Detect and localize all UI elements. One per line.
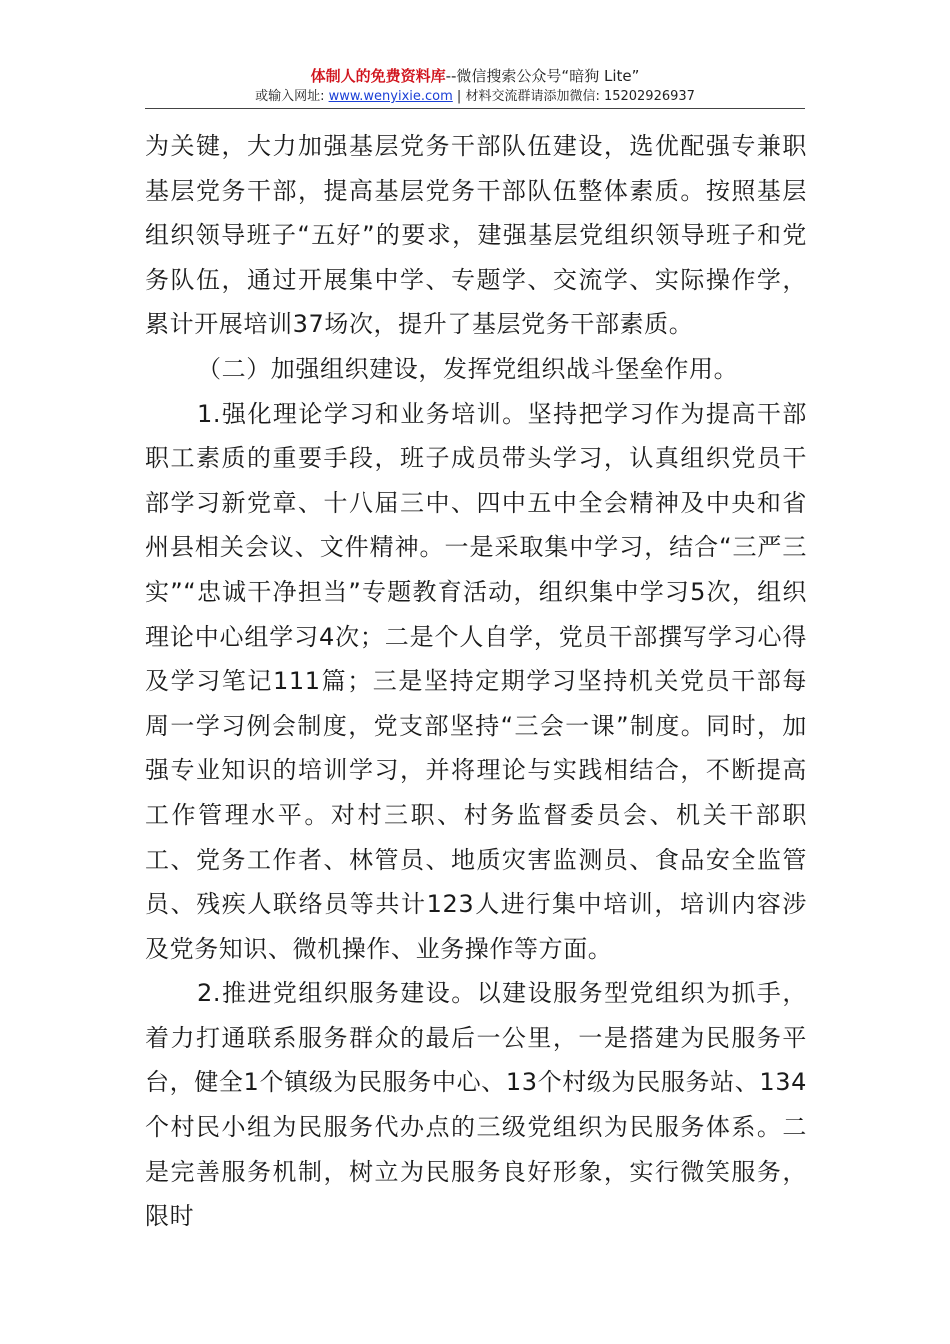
paragraph-2: 1.强化理论学习和业务培训。坚持把学习作为提高干部职工素质的重要手段，班子成员带头学习，认真组织党员干部学习新党章、十八届三中、四中五中全会精神及中央和省州县相关会议、文件精神。一是采取集中学习，结合“三严三实”“忠诚干净担当”专题教育活动，组织集中学习5次，组织理论中心组学习4次；二是个人自学，党员干部撰写学习心得及学习笔记111篇；三是坚持定期学习坚持机关党员干部每周一学习例会制度，党支部坚持“三会一课”制度。同时，加强专业知识的培训学习，并将理论与实践相结合，不断提高工作管理水平。对村三职、村务监督委员会、机关干部职工、党务工作者、林管员、地质灾害监测员、食品安全监管员、残疾人联络员等共计123人进行集中培训，培训内容涉及党务知识、微机操作、业务操作等方面。	[145, 399, 807, 963]
paragraph-3: 2.推进党组织服务建设。以建设服务型党组织为抓手，着力打通联系服务群众的最后一公里，一是搭建为民服务平台，健全1个镇级为民服务中心、13个村级为民服务站、134个村民小组为民服务代办点的三级党组织为民服务体系。二是完善服务机制，树立为民服务良好形象，实行微笑服务，限时	[145, 979, 807, 1231]
site-name: 体制人的免费资料库	[310, 67, 446, 85]
header-contact-line	[145, 88, 805, 106]
url-prefix: 或输入网址:	[255, 89, 329, 104]
header-tagline: --微信搜索公众号“暗狗 Lite”	[445, 67, 640, 85]
page-header	[145, 66, 805, 106]
website-link[interactable]: www.wenyixie.com	[328, 89, 453, 104]
contact-info: | 材料交流群请添加微信: 15202926937	[452, 89, 695, 104]
section-heading: （二）加强组织建设，发挥党组织战斗堡垒作用。	[197, 354, 739, 383]
header-title-line	[145, 66, 805, 86]
header-divider	[145, 108, 805, 109]
document-body	[145, 124, 807, 1239]
paragraph-1: 为关键，大力加强基层党务干部队伍建设，选优配强专兼职基层党务干部，提高基层党务干部队伍整体素质。按照基层组织领导班子“五好”的要求，建强基层党组织领导班子和党务队伍，通过开展集中学、专题学、交流学、实际操作学，累计开展培训37场次，提升了基层党务干部素质。	[145, 132, 807, 339]
